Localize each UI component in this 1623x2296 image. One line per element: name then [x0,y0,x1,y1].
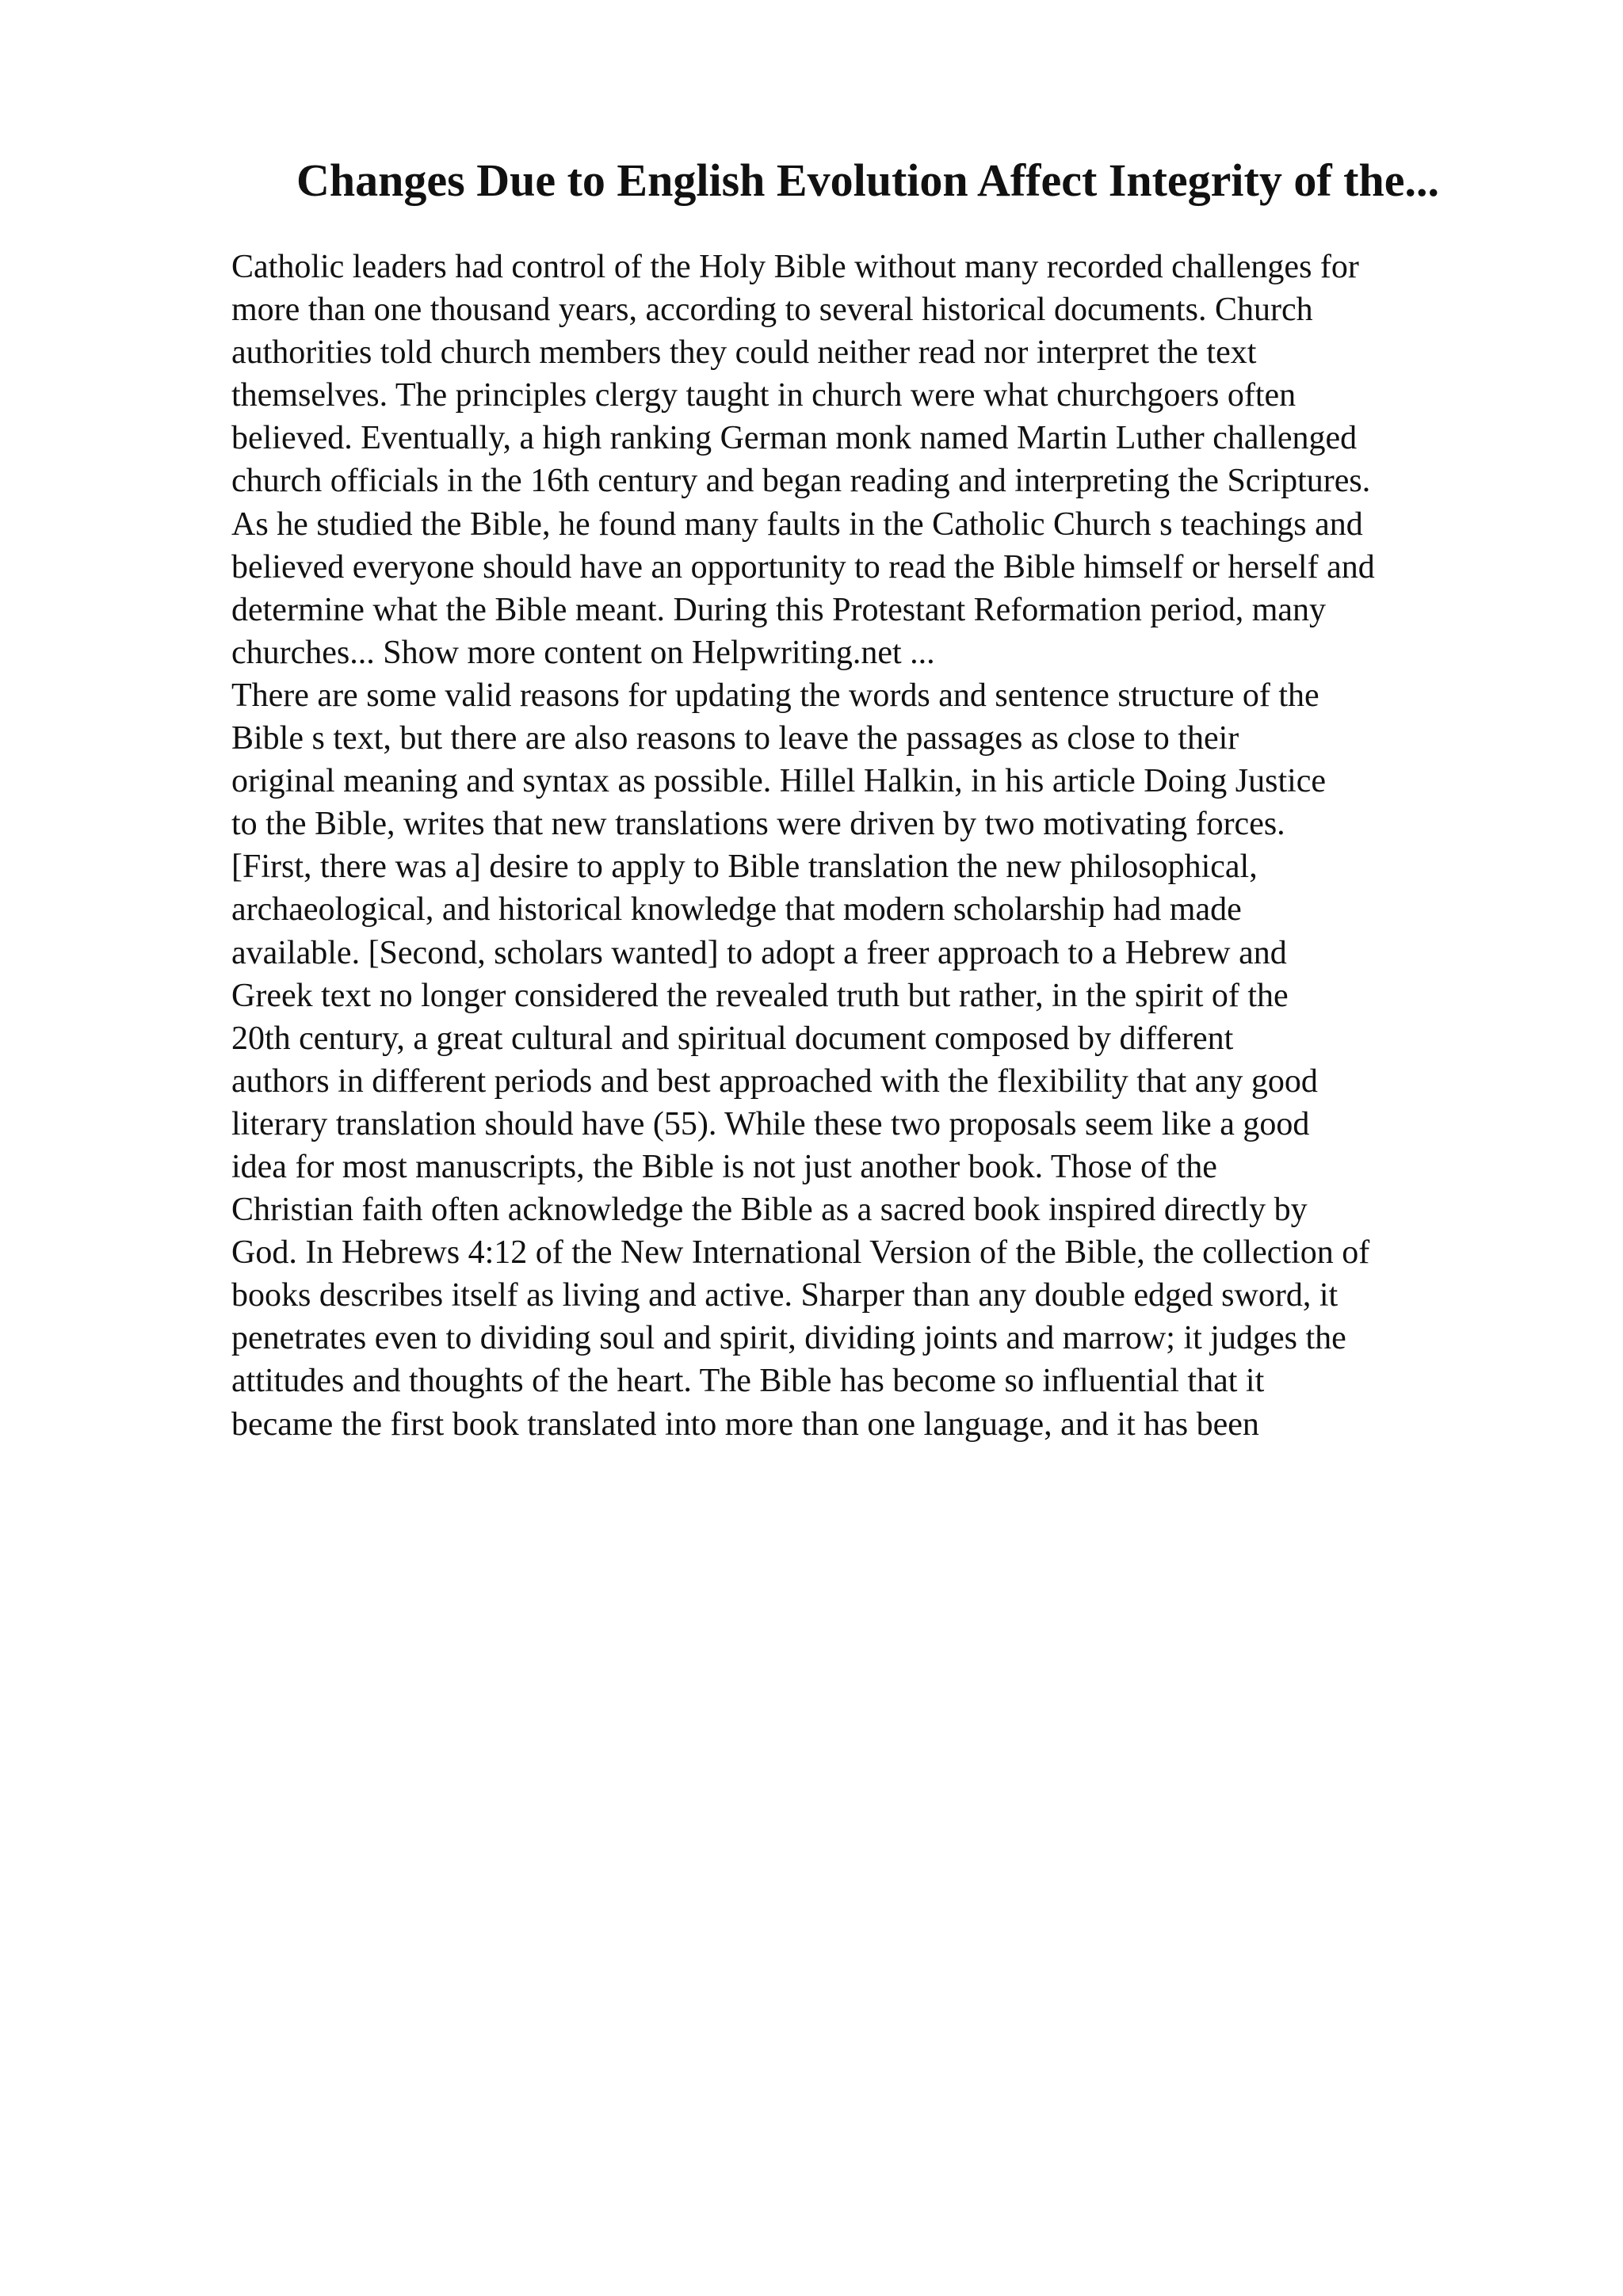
text-line: believed everyone should have an opportunity to read the Bible himself or herself and [231,548,1375,585]
text-line: church officials in the 16th century and began reading and interpreting the Scriptures. [231,463,1371,500]
text-line: authorities told church members they could neither read nor interpret the text [231,334,1257,372]
text-line: original meaning and syntax as possible. Hillel Halkin, in his article Doing Justice [231,763,1327,800]
text-line: authors in different periods and best approached with the flexibility that any good [231,1062,1318,1100]
text-line: God. In Hebrews 4:12 of the New International Version of the Bible, the collection of [231,1234,1370,1272]
text-line: Bible s text, but there are also reasons to leave the passages as close to their [231,720,1239,757]
text-line: archaeological, and historical knowledge that modern scholarship had made [231,891,1242,929]
text-line: literary translation should have (55). While these two proposals seem like a good [231,1105,1310,1142]
text-line: idea for most manuscripts, the Bible is not just another book. Those of the [231,1148,1217,1185]
text-line: themselves. The principles clergy taught in church were what churchgoers often [231,377,1296,414]
document-body [231,246,1610,1446]
text-line: penetrates even to dividing soul and spirit, dividing joints and marrow; it judges the [231,1320,1346,1357]
text-line: Catholic leaders had control of the Holy Bible without many recorded challenges for [231,249,1359,285]
text-line: determine what the Bible meant. During this Protestant Reformation period, many [231,591,1327,628]
text-line: believed. Eventually, a high ranking German monk named Martin Luther challenged [231,420,1358,457]
text-line: Greek text no longer considered the revealed truth but rather, in the spirit of the [231,977,1289,1014]
text-line: 20th century, a great cultural and spiritual document composed by different [231,1020,1234,1057]
text-line: more than one thousand years, according to several historical documents. Church [231,292,1313,329]
text-line: There are some valid reasons for updating the words and sentence structure of the [231,677,1319,714]
text-line: As he studied the Bible, he found many faults in the Catholic Church s teachings and [231,505,1363,543]
text-line: [First, there was a] desire to apply to Bible translation the new philosophical, [231,849,1258,886]
text-line: attitudes and thoughts of the heart. The Bible has become so influential that it [231,1363,1265,1400]
text-line: became the first book translated into more than one language, and it has been [231,1405,1259,1443]
text-line: available. [Second, scholars wanted] to adopt a freer approach to a Hebrew and [231,934,1287,971]
text-line: churches... Show more content on Helpwriting.net ... [231,634,935,671]
text-line: books describes itself as living and active. Sharper than any double edged sword, it [231,1277,1338,1314]
document-title: Changes Due to English Evolution Affect Integrity of the... [296,154,1439,206]
text-line: to the Bible, writes that new translations were driven by two motivating forces. [231,806,1285,843]
text-line: Christian faith often acknowledge the Bible as a sacred book inspired directly by [231,1192,1308,1229]
